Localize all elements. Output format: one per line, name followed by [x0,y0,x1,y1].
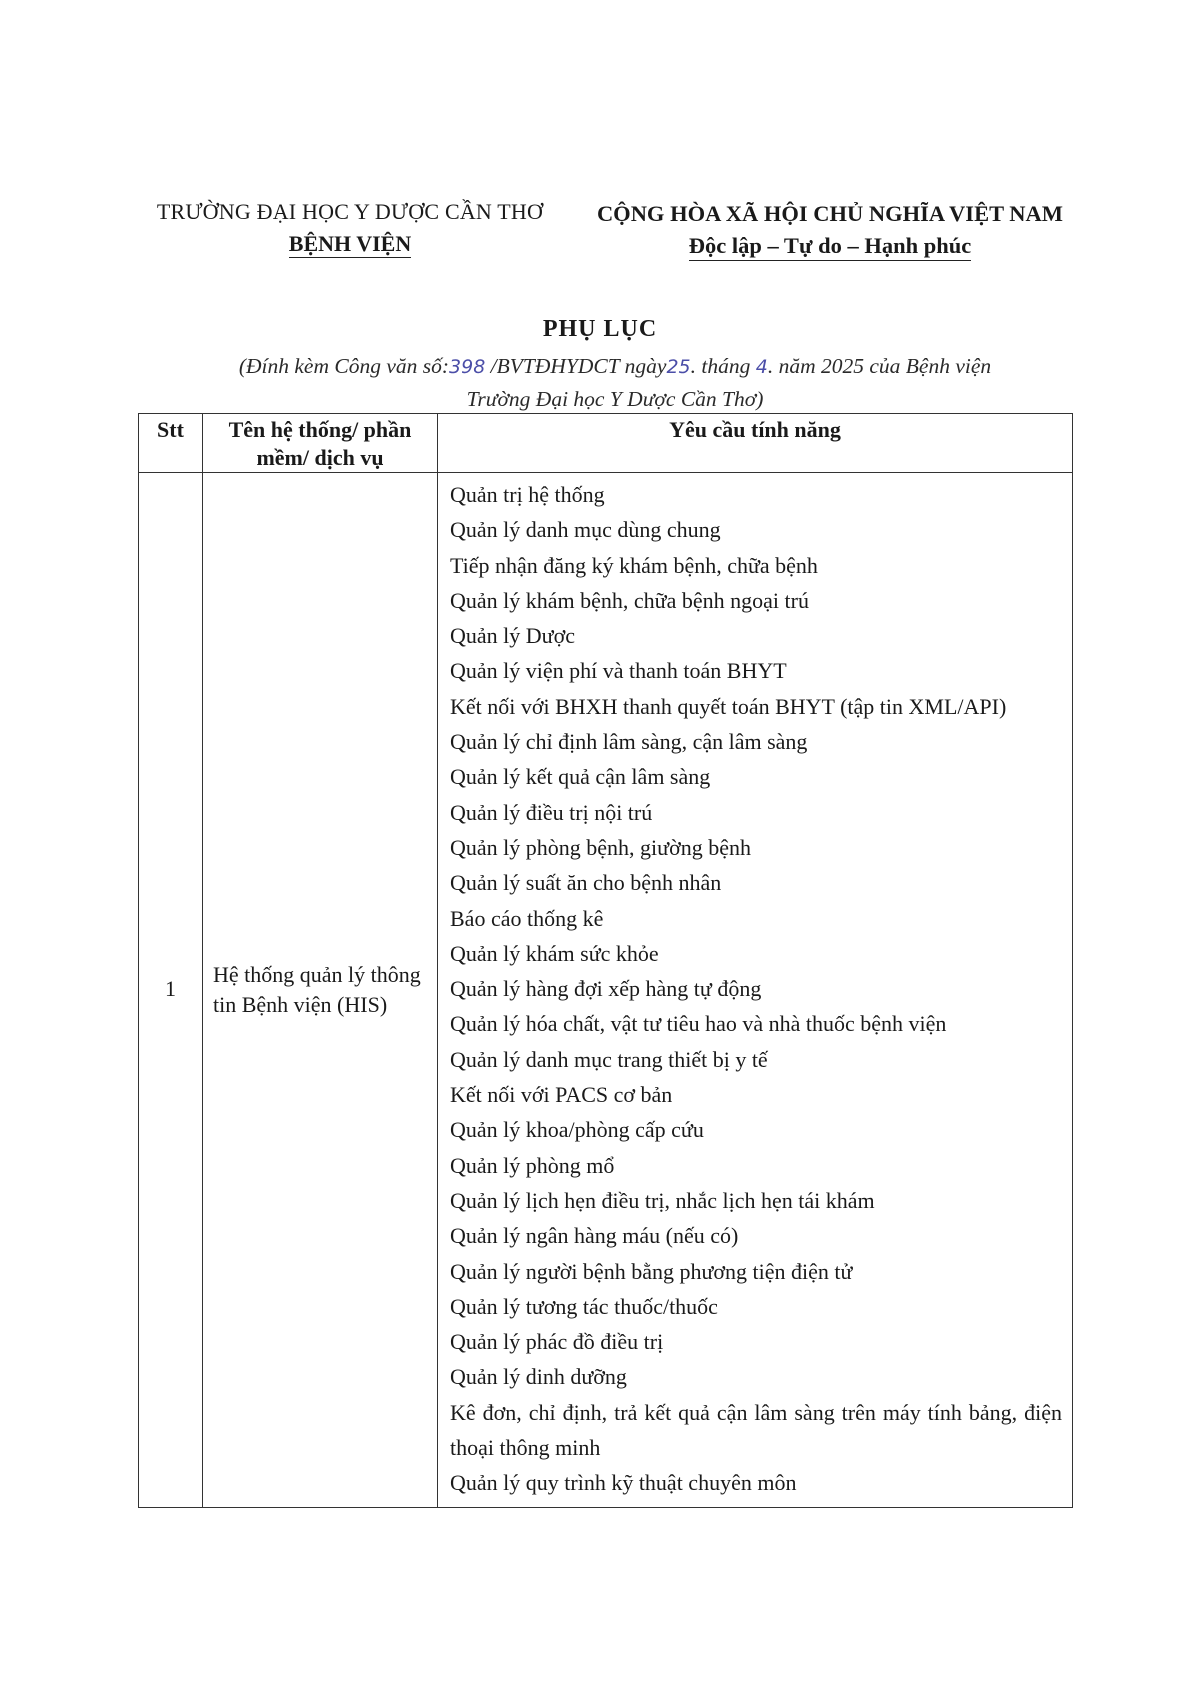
feature-item: Quản lý khoa/phòng cấp cứu [450,1117,704,1143]
subtitle-line2: Trường Đại học Y Dược Cần Thơ) [466,387,764,411]
national-header [580,198,1080,262]
feature-item: Kê đơn, chỉ định, trả kết quả cận lâm sàng trên máy tính bảng, điện thoại thông minh [450,1399,1062,1461]
document-subtitle [150,350,1080,415]
row-system-name: Hệ thống quản lý thông tin Bệnh viện (HIS) [203,473,438,1508]
feature-item: Báo cáo thống kê [450,905,604,931]
subtitle-mid2: . tháng [690,354,751,378]
feature-item: Quản lý chỉ định lâm sàng, cận lâm sàng [450,729,808,755]
issuer-org: TRƯỜNG ĐẠI HỌC Y DƯỢC CẦN THƠ [156,199,544,224]
feature-item: Quản lý người bệnh bằng phương tiện điện tử [450,1258,853,1284]
table-row [139,473,1073,1508]
feature-item: Quản lý phác đồ điều trị [450,1329,664,1355]
feature-item: Quản lý hàng đợi xếp hàng tự động [450,976,762,1002]
feature-item: Quản lý danh mục trang thiết bị y tế [450,1046,768,1072]
feature-item: Quản lý danh mục dùng chung [450,517,721,543]
feature-item: Tiếp nhận đăng ký khám bệnh, chữa bệnh [450,552,818,578]
feature-item: Quản lý khám sức khỏe [450,940,659,966]
feature-item: Quản lý hóa chất, vật tư tiêu hao và nhà thuốc bệnh viện [450,1011,947,1037]
feature-item: Quản lý phòng bệnh, giường bệnh [450,834,751,860]
feature-item: Quản lý ngân hàng máu (nếu có) [450,1223,739,1249]
feature-item: Quản trị hệ thống [450,482,605,507]
feature-item: Quản lý tương tác thuốc/thuốc [450,1293,718,1319]
feature-item: Quản lý điều trị nội trú [450,799,653,825]
header-features: Yêu cầu tính năng [438,414,1073,473]
feature-item: Quản lý Dược [450,623,575,649]
document-title: PHỤ LỤC [542,316,658,342]
table-header-row [139,414,1073,473]
header-system-name: Tên hệ thống/ phần mềm/ dịch vụ [203,414,438,473]
feature-item: Quản lý khám bệnh, chữa bệnh ngoại trú [450,587,809,613]
row-stt: 1 [139,473,203,1508]
feature-item: Quản lý phòng mổ [450,1152,615,1178]
header-stt: Stt [139,414,203,473]
feature-item: Quản lý quy trình kỹ thuật chuyên môn [450,1470,797,1496]
feature-item: Kết nối với PACS cơ bản [450,1082,673,1108]
feature-item: Quản lý kết quả cận lâm sàng [450,764,711,790]
feature-item: Quản lý dinh dưỡng [450,1364,627,1390]
subtitle-mid3: . năm 2025 của Bệnh viện [767,354,992,378]
feature-table [138,413,1073,1508]
row-feature-list [438,473,1073,1508]
feature-item: Kết nối với BHXH thanh quyết toán BHYT (tập tin XML/API) [450,693,1007,719]
feature-item: Quản lý lịch hẹn điều trị, nhắc lịch hẹn tái khám [450,1187,875,1213]
issuer-block [140,196,560,260]
issuer-unit: BỆNH VIỆN [288,231,412,256]
country-name: CỘNG HÒA XÃ HỘI CHỦ NGHĨA VIỆT NAM [596,201,1064,226]
handwritten-month: 4 [755,356,768,378]
feature-item: Quản lý suất ăn cho bệnh nhân [450,870,722,896]
feature-item: Quản lý viện phí và thanh toán BHYT [450,658,787,684]
handwritten-doc-number: 398 [449,356,486,378]
handwritten-day: 25 [666,356,691,378]
national-motto: Độc lập – Tự do – Hạnh phúc [689,232,972,261]
subtitle-mid1: /BVTĐHYDCT ngày [490,354,667,378]
subtitle-prefix: (Đính kèm Công văn số: [238,354,450,378]
